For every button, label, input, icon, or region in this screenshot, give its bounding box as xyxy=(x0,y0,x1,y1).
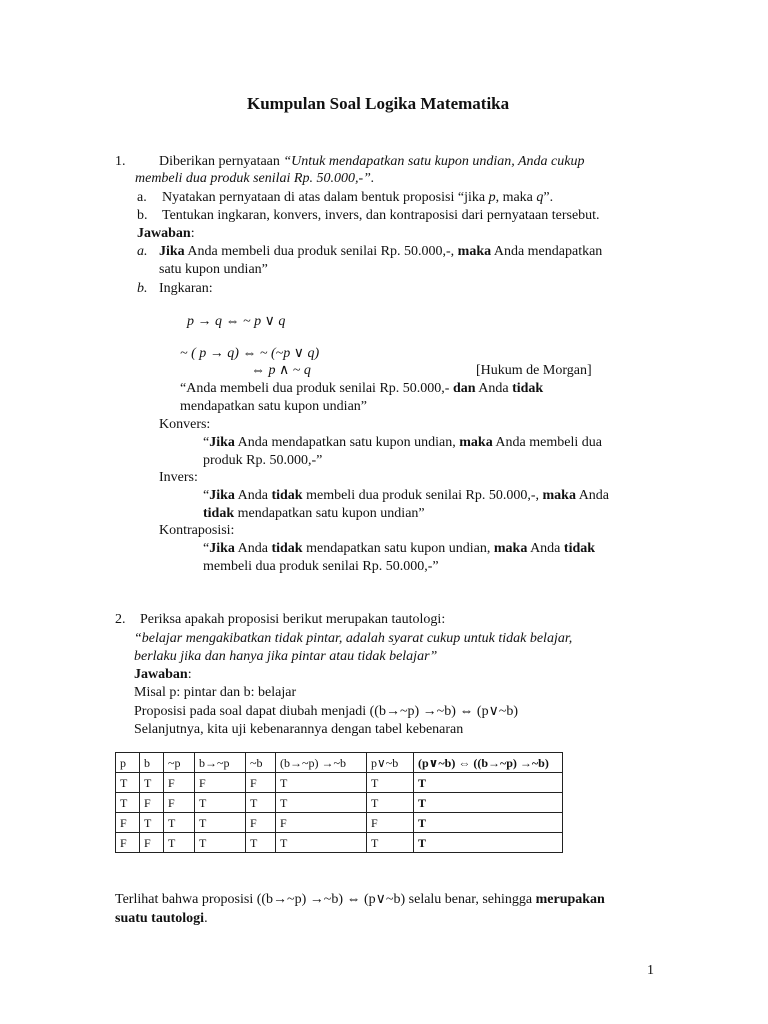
table-cell: T xyxy=(246,833,276,853)
konvers-jika: Jika xyxy=(209,435,235,450)
q1-quote-line2 xyxy=(135,170,374,188)
q2-jawaban-colon: : xyxy=(187,667,192,682)
table-cell: T xyxy=(116,793,140,813)
q1-ans-b-label: Ingkaran: xyxy=(159,281,213,296)
q2-number: 2. xyxy=(115,612,126,627)
q1-ans-a-line2: satu kupon undian” xyxy=(159,262,268,277)
q1-b-marker: b. xyxy=(137,208,148,223)
table-cell: T xyxy=(140,813,164,833)
invers-line2-end: mendapatkan satu kupon undian” xyxy=(234,506,425,521)
invers-line2 xyxy=(203,505,425,523)
table-cell: T xyxy=(367,833,414,853)
ingkaran-line1-b: Anda xyxy=(475,381,513,396)
ingkaran-line1-a: “Anda membeli dua produk senilai Rp. 50.000,- xyxy=(180,381,453,396)
header-cell: b→~p xyxy=(195,753,246,773)
table-cell: F xyxy=(367,813,414,833)
table-cell: T xyxy=(414,793,563,813)
kontraposisi-tidak2: tidak xyxy=(563,541,596,556)
konvers-line1 xyxy=(203,434,602,452)
conclusion-text: Terlihat bahwa proposisi ((b→~p) →~b) ⇔ (p∨~b) selalu benar, sehingga xyxy=(115,892,536,907)
truth-table xyxy=(115,752,563,853)
header-cell: ~p xyxy=(164,753,195,773)
q1-ans-b-marker-text: b. xyxy=(137,281,148,296)
equation-negation: ~ ( p → q) ⇔ ~ (~p ∨ q) xyxy=(180,346,320,361)
q2-quote-line2-text: berlaku jika dan hanya jika pintar atau tidak belajar” xyxy=(134,649,438,664)
ingkaran-line2: mendapatkan satu kupon undian” xyxy=(180,399,368,414)
q1-ans-a-jika: Jika xyxy=(159,244,185,259)
q2-misal: Misal p: pintar dan b: belajar xyxy=(134,685,297,700)
conclusion-bold2: suatu tautologi xyxy=(115,911,205,926)
header-cell: (b→~p) →~b xyxy=(276,753,367,773)
q2-jawaban xyxy=(134,666,192,684)
q2-jawaban-label: Jawaban xyxy=(134,667,188,682)
invers-tidak: tidak xyxy=(271,488,303,503)
q1-intro-text: Diberikan pernyataan xyxy=(159,154,280,169)
q1-ans-a-marker-text: a. xyxy=(137,244,148,259)
kontraposisi-jika: Jika xyxy=(209,541,235,556)
q1-a-text-q: q xyxy=(536,190,544,205)
konvers-maka: maka xyxy=(459,435,493,450)
q1-a-text-3: ”. xyxy=(543,190,554,205)
page-number: 1 xyxy=(647,963,654,978)
kontraposisi-line2: membeli dua produk senilai Rp. 50.000,-” xyxy=(203,559,439,574)
q1-b-text: Tentukan ingkaran, konvers, invers, dan kontraposisi dari pernyataan tersebut. xyxy=(162,208,600,223)
q1-quote-line2-text: membeli dua produk senilai Rp. 50.000,-”. xyxy=(135,171,375,186)
table-cell: T xyxy=(414,773,563,793)
q1-ans-b-marker xyxy=(137,280,148,298)
q2-intro: Periksa apakah proposisi berikut merupakan tautologi: xyxy=(140,612,446,627)
q1-intro xyxy=(159,153,585,171)
q1-a-marker: a. xyxy=(137,190,147,205)
q2-quote-line1-text: “belajar mengakibatkan tidak pintar, adalah syarat cukup untuk tidak belajar, xyxy=(134,631,573,646)
ingkaran-tidak: tidak xyxy=(512,381,544,396)
q1-quote-line1: “Untuk mendapatkan satu kupon undian, Anda cukup xyxy=(283,154,585,169)
conclusion-line2 xyxy=(115,910,208,928)
q1-a-text-p: p xyxy=(488,190,496,205)
q1-a-text-2: , maka xyxy=(495,190,537,205)
conclusion-bold1: merupakan xyxy=(535,892,605,907)
q1-ans-a-maka: maka xyxy=(457,244,492,259)
equation-result: ⇔ p ∧ ~ q xyxy=(251,363,311,378)
kontraposisi-open-quote: “ xyxy=(203,541,210,556)
table-cell: F xyxy=(195,773,246,793)
table-row xyxy=(116,773,563,793)
table-cell: T xyxy=(414,833,563,853)
konvers-mid: Anda mendapatkan satu kupon undian, xyxy=(234,435,460,450)
table-cell: T xyxy=(367,793,414,813)
table-cell: T xyxy=(276,793,367,813)
table-cell: F xyxy=(276,813,367,833)
kontraposisi-label: Kontraposisi: xyxy=(159,523,235,538)
table-row xyxy=(116,793,563,813)
invers-a: Anda xyxy=(234,488,272,503)
table-cell: T xyxy=(414,813,563,833)
q2-quote-line1 xyxy=(134,630,572,648)
q1-ans-a-line1 xyxy=(159,243,602,261)
table-cell: T xyxy=(164,833,195,853)
table-cell: T xyxy=(195,793,246,813)
equation-implication: p → q ⇔ ~ p ∨ q xyxy=(187,314,286,329)
konvers-line2: produk Rp. 50.000,-” xyxy=(203,453,323,468)
q1-ans-a-end: Anda mendapatkan xyxy=(491,244,603,259)
q2-next: Selanjutnya, kita uji kebenarannya dengan tabel kebenaran xyxy=(134,722,464,737)
invers-maka: maka xyxy=(542,488,576,503)
header-cell: b xyxy=(140,753,164,773)
invers-label: Invers: xyxy=(159,470,198,485)
kontraposisi-mid: mendapatkan satu kupon undian, xyxy=(302,541,494,556)
q1-a-text-1: Nyatakan pernyataan di atas dalam bentuk proposisi “jika xyxy=(162,190,489,205)
kontraposisi-b: Anda xyxy=(527,541,564,556)
law-label: [Hukum de Morgan] xyxy=(476,363,592,378)
kontraposisi-maka: maka xyxy=(493,541,528,556)
header-cell: ~b xyxy=(246,753,276,773)
konvers-end: Anda membeli dua xyxy=(492,435,602,450)
conclusion-line1 xyxy=(115,891,605,909)
q2-proposition: Proposisi pada soal dapat diubah menjadi ((b→~p) →~b) ⇔ (p∨~b) xyxy=(134,704,519,719)
table-cell: T xyxy=(367,773,414,793)
table-cell: T xyxy=(195,833,246,853)
kontraposisi-tidak: tidak xyxy=(271,541,303,556)
q1-ans-a-marker xyxy=(137,243,148,261)
table-cell: F xyxy=(140,793,164,813)
table-cell: F xyxy=(116,813,140,833)
invers-end: Anda xyxy=(575,488,610,503)
q1-jawaban xyxy=(137,225,195,243)
table-cell: F xyxy=(164,793,195,813)
q1-ans-a-mid: Anda membeli dua produk senilai Rp. 50.000,-, xyxy=(184,244,458,259)
konvers-label: Konvers: xyxy=(159,417,211,432)
q1-jawaban-colon: : xyxy=(190,226,195,241)
invers-jika: Jika xyxy=(209,488,235,503)
invers-line2-tidak: tidak xyxy=(203,506,235,521)
truth-table-header xyxy=(116,753,563,773)
table-cell: F xyxy=(116,833,140,853)
table-cell: T xyxy=(276,773,367,793)
table-cell: F xyxy=(164,773,195,793)
header-cell: p xyxy=(116,753,140,773)
conclusion-end: . xyxy=(204,911,208,926)
q1-number: 1. xyxy=(115,154,126,169)
invers-line1 xyxy=(203,487,609,505)
header-cell: p∨~b xyxy=(367,753,414,773)
table-cell: F xyxy=(140,833,164,853)
kontraposisi-line1 xyxy=(203,540,595,558)
table-cell: T xyxy=(246,793,276,813)
q1-jawaban-label: Jawaban xyxy=(137,226,191,241)
table-cell: F xyxy=(246,813,276,833)
kontraposisi-a: Anda xyxy=(234,541,272,556)
table-row xyxy=(116,833,563,853)
invers-mid: membeli dua produk senilai Rp. 50.000,-, xyxy=(302,488,543,503)
table-cell: T xyxy=(140,773,164,793)
header-cell: (p∨~b) ⇔ ((b→~p) →~b) xyxy=(414,753,563,773)
ingkaran-dan: dan xyxy=(452,381,476,396)
q1-a-text xyxy=(162,189,553,207)
table-cell: T xyxy=(116,773,140,793)
table-cell: T xyxy=(276,833,367,853)
table-cell: T xyxy=(195,813,246,833)
table-cell: T xyxy=(164,813,195,833)
ingkaran-line1 xyxy=(180,380,543,398)
table-row xyxy=(116,813,563,833)
invers-open-quote: “ xyxy=(203,488,210,503)
table-cell: F xyxy=(246,773,276,793)
page-title: Kumpulan Soal Logika Matematika xyxy=(247,94,510,113)
konvers-open-quote: “ xyxy=(203,435,210,450)
q2-quote-line2 xyxy=(134,648,437,666)
